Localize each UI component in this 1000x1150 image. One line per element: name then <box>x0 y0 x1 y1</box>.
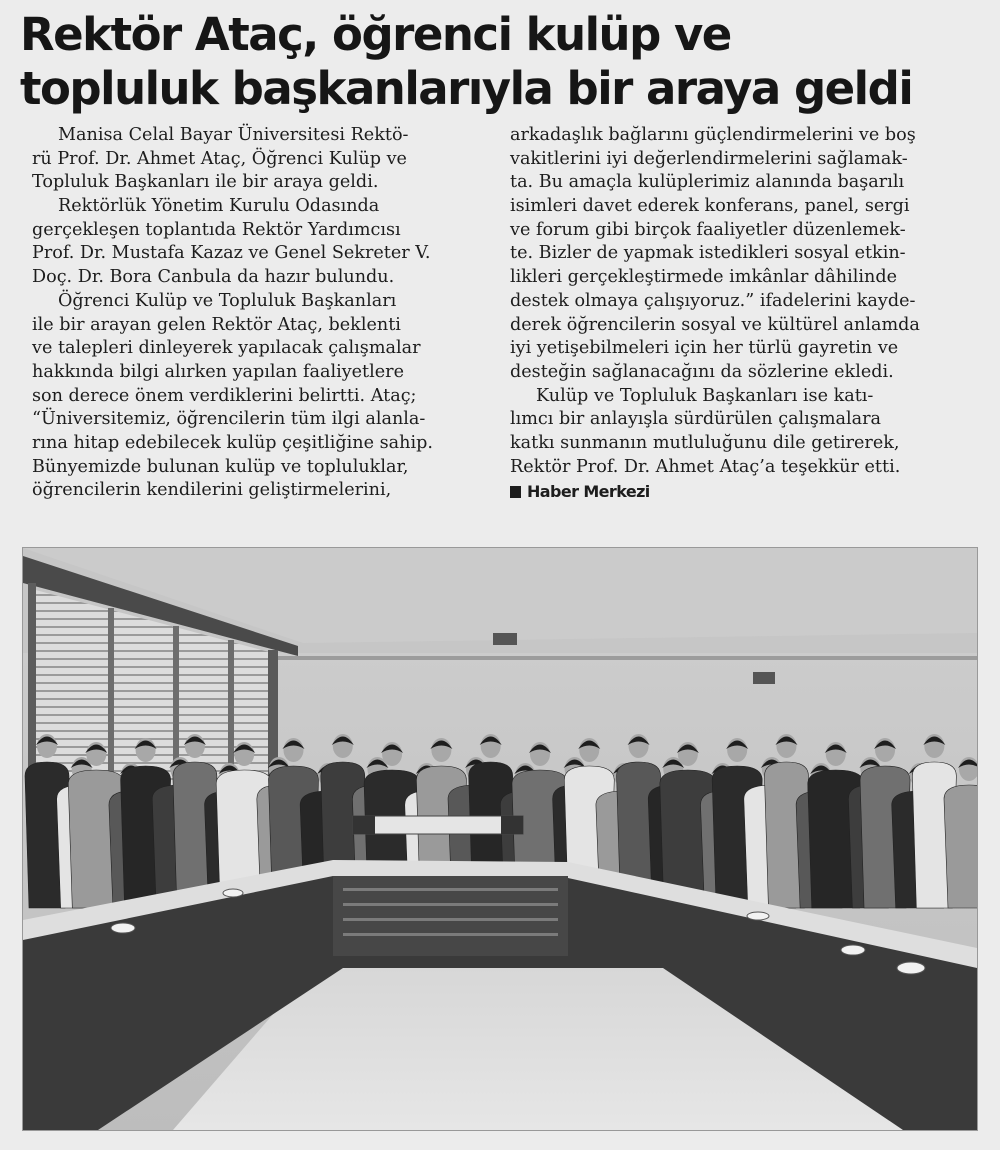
byline-square-icon <box>510 486 521 498</box>
body-line: likleri gerçekleştirmede imkânlar dâhilinde <box>510 267 898 288</box>
body-line: öğrencilerin kendilerini geliştirmelerini, <box>32 480 392 501</box>
body-line: arkadaşlık bağlarını güçlendirmelerini ve boş <box>510 125 916 145</box>
body-line: vakitlerini iyi değerlendirmelerini sağlamak- <box>510 148 908 169</box>
article-headline <box>20 8 980 116</box>
body-line: gerçekleşen toplantıda Rektör Yardımcısı <box>32 219 401 240</box>
body-line: ile bir arayan gelen Rektör Ataç, beklenti <box>32 314 401 335</box>
headline-line-1: Rektör Ataç, öğrenci kulüp ve <box>20 8 731 61</box>
headline-line-2: topluluk başkanlarıyla bir araya geldi <box>20 62 913 115</box>
news-photo <box>22 547 978 1131</box>
body-line: derek öğrencilerin sosyal ve kültürel anlamda <box>510 314 920 335</box>
body-line: iyi yetişebilmeleri için her türlü gayretin ve <box>510 338 899 359</box>
body-line: son derece önem verdiklerini belirtti. Ataç; <box>32 385 417 406</box>
body-line: ve talepleri dinleyerek yapılacak çalışmalar <box>32 338 421 359</box>
photo-scarf-banner <box>353 816 523 834</box>
body-line: rına hitap edebilecek kulüp çeşitliğine sahip. <box>32 432 433 453</box>
body-line: ta. Bu amaçla kulüplerimiz alanında başarılı <box>510 172 905 193</box>
body-line: katkı sunmanın mutluluğunu dile getirerek, <box>510 432 900 453</box>
body-line: Rektörlük Yönetim Kurulu Odasında <box>58 196 380 217</box>
body-line: lımcı bir anlayışla sürdürülen çalışmalara <box>510 409 882 430</box>
body-line: Rektör Prof. Dr. Ahmet Ataç’a teşekkür etti. <box>510 456 901 477</box>
body-line: Prof. Dr. Mustafa Kazaz ve Genel Sekreter V. <box>32 243 431 264</box>
byline <box>510 481 980 503</box>
body-line: Topluluk Başkanları ile bir araya geldi. <box>32 172 379 193</box>
body-line: Manisa Celal Bayar Üniversitesi Rektö- <box>58 125 409 145</box>
byline-text: Haber Merkezi <box>527 482 650 502</box>
body-line: Bünyemizde bulunan kulüp ve topluluklar, <box>32 456 409 477</box>
body-line: “Üniversitemiz, öğrencilerin tüm ilgi alanla- <box>32 409 426 430</box>
body-line: Öğrenci Kulüp ve Topluluk Başkanları <box>58 290 397 311</box>
body-line: ve forum gibi birçok faaliyetler düzenlemek- <box>510 219 906 240</box>
body-line: te. Bizler de yapmak istedikleri sosyal etkin- <box>510 243 906 264</box>
body-line: hakkında bilgi alırken yapılan faaliyetlere <box>32 361 404 382</box>
article-body-left-column <box>32 124 494 503</box>
meeting-room-photo <box>23 548 977 1130</box>
body-line: rü Prof. Dr. Ahmet Ataç, Öğrenci Kulüp ve <box>32 148 407 169</box>
body-line: isimleri davet ederek konferans, panel, sergi <box>510 196 910 217</box>
article-body-right-column <box>510 124 980 503</box>
body-line: Doç. Dr. Bora Canbula da hazır bulundu. <box>32 267 395 288</box>
body-line: Kulüp ve Topluluk Başkanları ise katı- <box>536 385 874 406</box>
body-line: desteğin sağlanacağını da sözlerine ekledi. <box>510 361 894 382</box>
body-line: destek olmaya çalışıyoruz.” ifadelerini kayde- <box>510 290 916 311</box>
